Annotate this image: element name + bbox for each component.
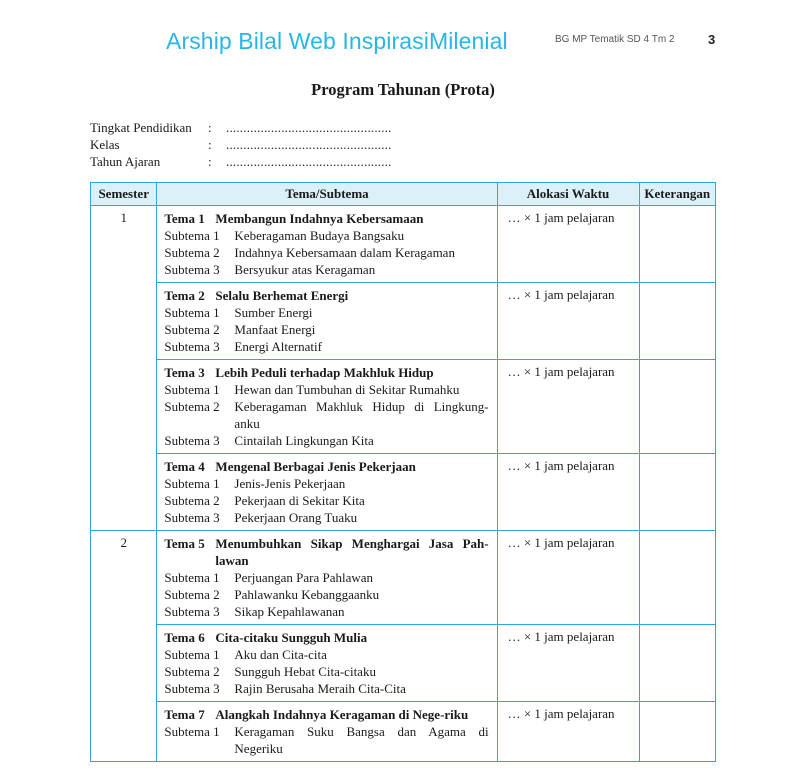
table-row [91, 702, 716, 762]
subtema-number: Subtema 3 [164, 681, 220, 696]
subtema-name: Sumber Energi [234, 305, 313, 320]
keterangan-cell [639, 702, 716, 762]
keterangan-cell [639, 625, 716, 702]
header-tema-subtema: Tema/Subtema [157, 183, 497, 206]
tema-number: Tema 4 [164, 459, 205, 474]
tema-number: Tema 7 [164, 707, 205, 722]
subtema-number: Subtema 3 [164, 433, 220, 448]
prota-table [90, 182, 716, 762]
semester-cell: 1 [91, 206, 157, 531]
field-kelas [90, 136, 392, 153]
subtema-name: Jenis-Jenis Pekerjaan [234, 476, 346, 491]
tema-cell [157, 206, 497, 283]
table-header-row [91, 183, 716, 206]
identity-fields [90, 119, 392, 170]
subtema-number: Subtema 3 [164, 510, 220, 525]
tema-cell [157, 283, 497, 360]
subtema-name: Keberagaman Budaya Bangsaku [234, 228, 405, 243]
field-colon: : [208, 154, 212, 169]
field-label: Kelas [90, 137, 120, 152]
table-row [91, 531, 716, 625]
tema-name: Cita-citaku Sungguh Mulia [215, 630, 368, 645]
book-reference: BG MP Tematik SD 4 Tm 2 [555, 34, 675, 45]
table-row [91, 360, 716, 454]
subtema-name: Bersyukur atas Keragaman [234, 262, 376, 277]
subtema-name: Pahlawanku Kebanggaanku [234, 587, 380, 602]
subtema-number: Subtema 1 [164, 724, 220, 739]
keterangan-cell [639, 454, 716, 531]
subtema-name: Pekerjaan Orang Tuaku [234, 510, 358, 525]
field-tingkat-pendidikan [90, 119, 392, 136]
tema-cell [157, 454, 497, 531]
table-row [91, 625, 716, 702]
tema-name: Selalu Berhemat Energi [215, 288, 349, 303]
subtema-name: Keberagaman Makhluk Hidup di Lingkung-anku [234, 399, 489, 431]
header-semester: Semester [91, 183, 157, 206]
subtema-number: Subtema 3 [164, 262, 220, 277]
tema-cell [157, 360, 497, 454]
keterangan-cell [639, 206, 716, 283]
field-label: Tingkat Pendidikan [90, 120, 192, 135]
tema-number: Tema 1 [164, 211, 205, 226]
subtema-name: Pekerjaan di Sekitar Kita [234, 493, 365, 508]
subtema-name: Rajin Berusaha Meraih Cita-Cita [234, 681, 406, 696]
subtema-name: Keragaman Suku Bangsa dan Agama di Negeriku [234, 724, 489, 756]
keterangan-cell [639, 360, 716, 454]
semester-cell: 2 [91, 531, 157, 762]
subtema-number: Subtema 1 [164, 305, 220, 320]
tema-name: Menumbuhkan Sikap Menghargai Jasa Pah-lawan [215, 536, 489, 568]
field-blank: ................................................ [226, 137, 392, 152]
table-row [91, 283, 716, 360]
tema-name: Mengenal Berbagai Jenis Pekerjaan [215, 459, 416, 474]
subtema-number: Subtema 2 [164, 245, 220, 260]
subtema-name: Aku dan Cita-cita [234, 647, 327, 662]
alokasi-cell: … × 1 jam pelajaran [497, 702, 639, 762]
tema-cell [157, 702, 497, 762]
tema-name: Lebih Peduli terhadap Makhluk Hidup [215, 365, 434, 380]
subtema-name: Cintailah Lingkungan Kita [234, 433, 374, 448]
subtema-number: Subtema 2 [164, 664, 220, 679]
document-title: Program Tahunan (Prota) [311, 80, 495, 99]
tema-number: Tema 3 [164, 365, 205, 380]
subtema-number: Subtema 2 [164, 399, 220, 414]
tema-number: Tema 5 [164, 536, 205, 551]
subtema-name: Sikap Kepahlawanan [234, 604, 345, 619]
field-tahun-ajaran [90, 153, 392, 170]
subtema-number: Subtema 1 [164, 647, 220, 662]
subtema-number: Subtema 1 [164, 382, 220, 397]
subtema-name: Energi Alternatif [234, 339, 322, 354]
page-number: 3 [708, 32, 716, 47]
subtema-number: Subtema 3 [164, 339, 220, 354]
header-alokasi-waktu: Alokasi Waktu [497, 183, 639, 206]
tema-name: Membangun Indahnya Kebersamaan [215, 211, 424, 226]
tema-number: Tema 2 [164, 288, 205, 303]
subtema-name: Indahnya Kebersamaan dalam Keragaman [234, 245, 455, 260]
field-blank: ................................................ [226, 154, 392, 169]
subtema-name: Hewan dan Tumbuhan di Sekitar Rumahku [234, 382, 460, 397]
tema-number: Tema 6 [164, 630, 205, 645]
tema-cell [157, 625, 497, 702]
tema-name: Alangkah Indahnya Keragaman di Nege-riku [215, 707, 469, 722]
alokasi-cell: … × 1 jam pelajaran [497, 360, 639, 454]
keterangan-cell [639, 531, 716, 625]
field-label: Tahun Ajaran [90, 154, 161, 169]
subtema-number: Subtema 2 [164, 322, 220, 337]
field-blank: ................................................ [226, 120, 392, 135]
alokasi-cell: … × 1 jam pelajaran [497, 531, 639, 625]
header-keterangan: Keterangan [639, 183, 716, 206]
alokasi-cell: … × 1 jam pelajaran [497, 625, 639, 702]
keterangan-cell [639, 283, 716, 360]
alokasi-cell: … × 1 jam pelajaran [497, 454, 639, 531]
tema-cell [157, 531, 497, 625]
alokasi-cell: … × 1 jam pelajaran [497, 206, 639, 283]
subtema-number: Subtema 2 [164, 587, 220, 602]
subtema-name: Manfaat Energi [234, 322, 316, 337]
field-colon: : [208, 137, 212, 152]
table-row [91, 206, 716, 283]
subtema-number: Subtema 2 [164, 493, 220, 508]
subtema-number: Subtema 1 [164, 476, 220, 491]
watermark-text: Arship Bilal Web InspirasiMilenial [166, 28, 508, 54]
subtema-number: Subtema 3 [164, 604, 220, 619]
subtema-number: Subtema 1 [164, 228, 220, 243]
page-header [0, 26, 790, 60]
subtema-number: Subtema 1 [164, 570, 220, 585]
field-colon: : [208, 120, 212, 135]
subtema-name: Perjuangan Para Pahlawan [234, 570, 374, 585]
subtema-name: Sungguh Hebat Cita-citaku [234, 664, 376, 679]
alokasi-cell: … × 1 jam pelajaran [497, 283, 639, 360]
table-row [91, 454, 716, 531]
